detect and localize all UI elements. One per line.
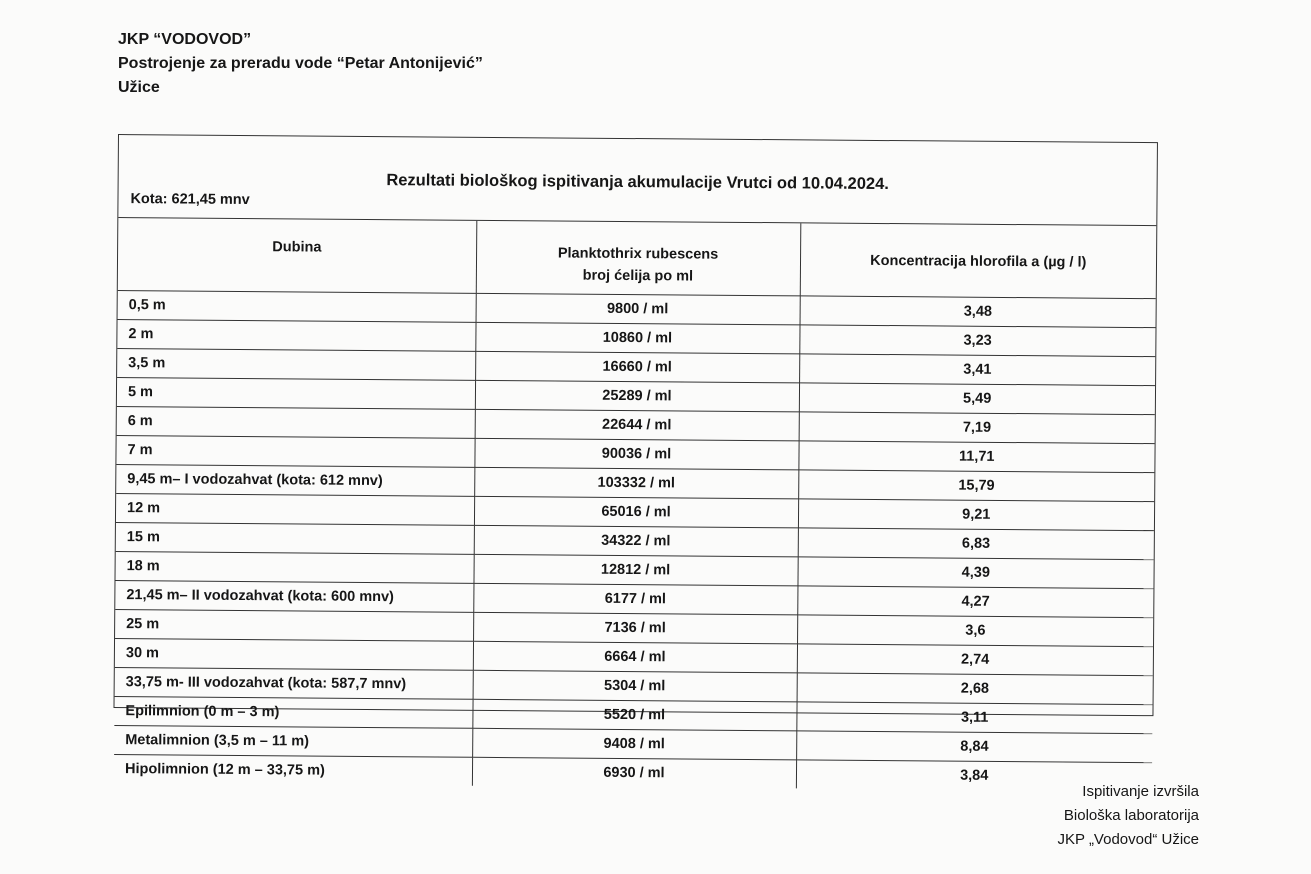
depth-cell: 25 m: [115, 609, 473, 641]
signature-block: [1058, 780, 1199, 852]
cell-count-cell: 25289 / ml: [475, 380, 799, 412]
results-table-frame: [113, 134, 1157, 784]
chlorophyll-cell: 3,11: [796, 702, 1152, 734]
cell-count-cell: 5520 / ml: [472, 699, 796, 731]
column-header-chlorophyll: Koncentracija hlorofila a (µg / l): [800, 223, 1157, 298]
signature-line-3: JKP „Vodovod“ Užice: [1057, 831, 1199, 848]
chlorophyll-cell: 2,74: [797, 644, 1153, 676]
table-header-row: [118, 218, 1157, 299]
cell-count-cell: 34322 / ml: [474, 525, 798, 557]
column-header-depth: Dubina: [118, 218, 477, 293]
depth-cell: 12 m: [116, 493, 474, 525]
cell-count-cell: 9408 / ml: [472, 728, 796, 760]
cell-count-cell: 12812 / ml: [473, 554, 797, 586]
chlorophyll-cell: 3,6: [797, 615, 1153, 647]
chlorophyll-cell: 4,39: [797, 557, 1153, 589]
depth-cell: 15 m: [116, 522, 474, 554]
chlorophyll-cell: 3,84: [960, 767, 989, 784]
depth-cell: 2 m: [117, 320, 475, 352]
column-header-cell-count-line1: Planktothrix rubescens: [557, 245, 719, 263]
chlorophyll-cell: 7,19: [799, 412, 1155, 444]
depth-cell: Metalimnion (3,5 m – 11 m): [114, 725, 472, 757]
cell-count-cell: 22644 / ml: [475, 409, 799, 441]
table-title-area: [118, 135, 1157, 226]
cell-count-cell: 6177 / ml: [473, 583, 797, 615]
chlorophyll-cell: 5,49: [799, 383, 1155, 415]
cell-count-cell: 7136 / ml: [473, 612, 797, 644]
depth-cell: Hipolimnion (12 m – 33,75 m): [114, 754, 472, 785]
chlorophyll-cell: 15,79: [798, 470, 1154, 502]
cell-count-cell: 10860 / ml: [475, 322, 799, 354]
signature-line-2: Biološka laboratorija: [1063, 807, 1199, 824]
report-title: Rezultati biološkog ispitivanja akumulacije Vrutci od 10.04.2024.: [386, 171, 889, 194]
signature-line-1: Ispitivanje izvršila: [1082, 783, 1199, 800]
cell-count-cell: 65016 / ml: [474, 496, 798, 528]
chlorophyll-cell: 11,71: [798, 441, 1154, 473]
chlorophyll-cell: 9,21: [798, 499, 1154, 531]
cell-count-cell: 6664 / ml: [473, 641, 797, 673]
column-header-cell-count-line2: broj ćelija po ml: [582, 267, 694, 285]
depth-cell: 6 m: [117, 406, 475, 438]
document-header: [118, 28, 483, 100]
cell-count-cell: 90036 / ml: [474, 438, 798, 470]
chlorophyll-cell: 3,48: [800, 296, 1156, 328]
cell-count-cell: 103332 / ml: [474, 467, 798, 499]
elevation-label: Kota: 621,45 mnv: [130, 191, 250, 209]
depth-cell: 0,5 m: [118, 291, 476, 323]
chlorophyll-cell: 3,23: [799, 325, 1155, 357]
chlorophyll-cell: 4,27: [797, 586, 1153, 618]
depth-cell: 21,45 m– II vodozahvat (kota: 600 mnv): [115, 580, 473, 612]
city-name: Užice: [118, 79, 160, 96]
depth-cell: 9,45 m– I vodozahvat (kota: 612 mnv): [116, 464, 474, 496]
cell-count-cell: 9800 / ml: [476, 293, 800, 325]
depth-cell: 30 m: [115, 638, 473, 670]
depth-cell: Epilimnion (0 m – 3 m): [114, 696, 472, 728]
depth-cell: 18 m: [115, 551, 473, 583]
cell-count-cell: 16660 / ml: [475, 351, 799, 383]
chlorophyll-cell: 3,41: [799, 354, 1155, 386]
cell-count-cell: 5304 / ml: [473, 670, 797, 702]
results-table: [114, 218, 1156, 791]
depth-cell: 7 m: [116, 435, 474, 467]
column-header-cell-count: [476, 221, 801, 296]
table-body: [114, 291, 1156, 792]
depth-cell: 3,5 m: [117, 349, 475, 381]
depth-cell: 33,75 m- III vodozahvat (kota: 587,7 mnv): [115, 667, 473, 699]
cell-count-cell: 6930 / ml: [472, 757, 796, 788]
chlorophyll-cell: 6,83: [798, 528, 1154, 560]
chlorophyll-cell: 2,68: [797, 673, 1153, 705]
depth-cell: 5 m: [117, 378, 475, 410]
plant-name: Postrojenje za preradu vode “Petar Antonijević”: [118, 55, 483, 72]
chlorophyll-cell: 8,84: [796, 731, 1152, 763]
company-name: JKP “VODOVOD”: [118, 31, 252, 48]
